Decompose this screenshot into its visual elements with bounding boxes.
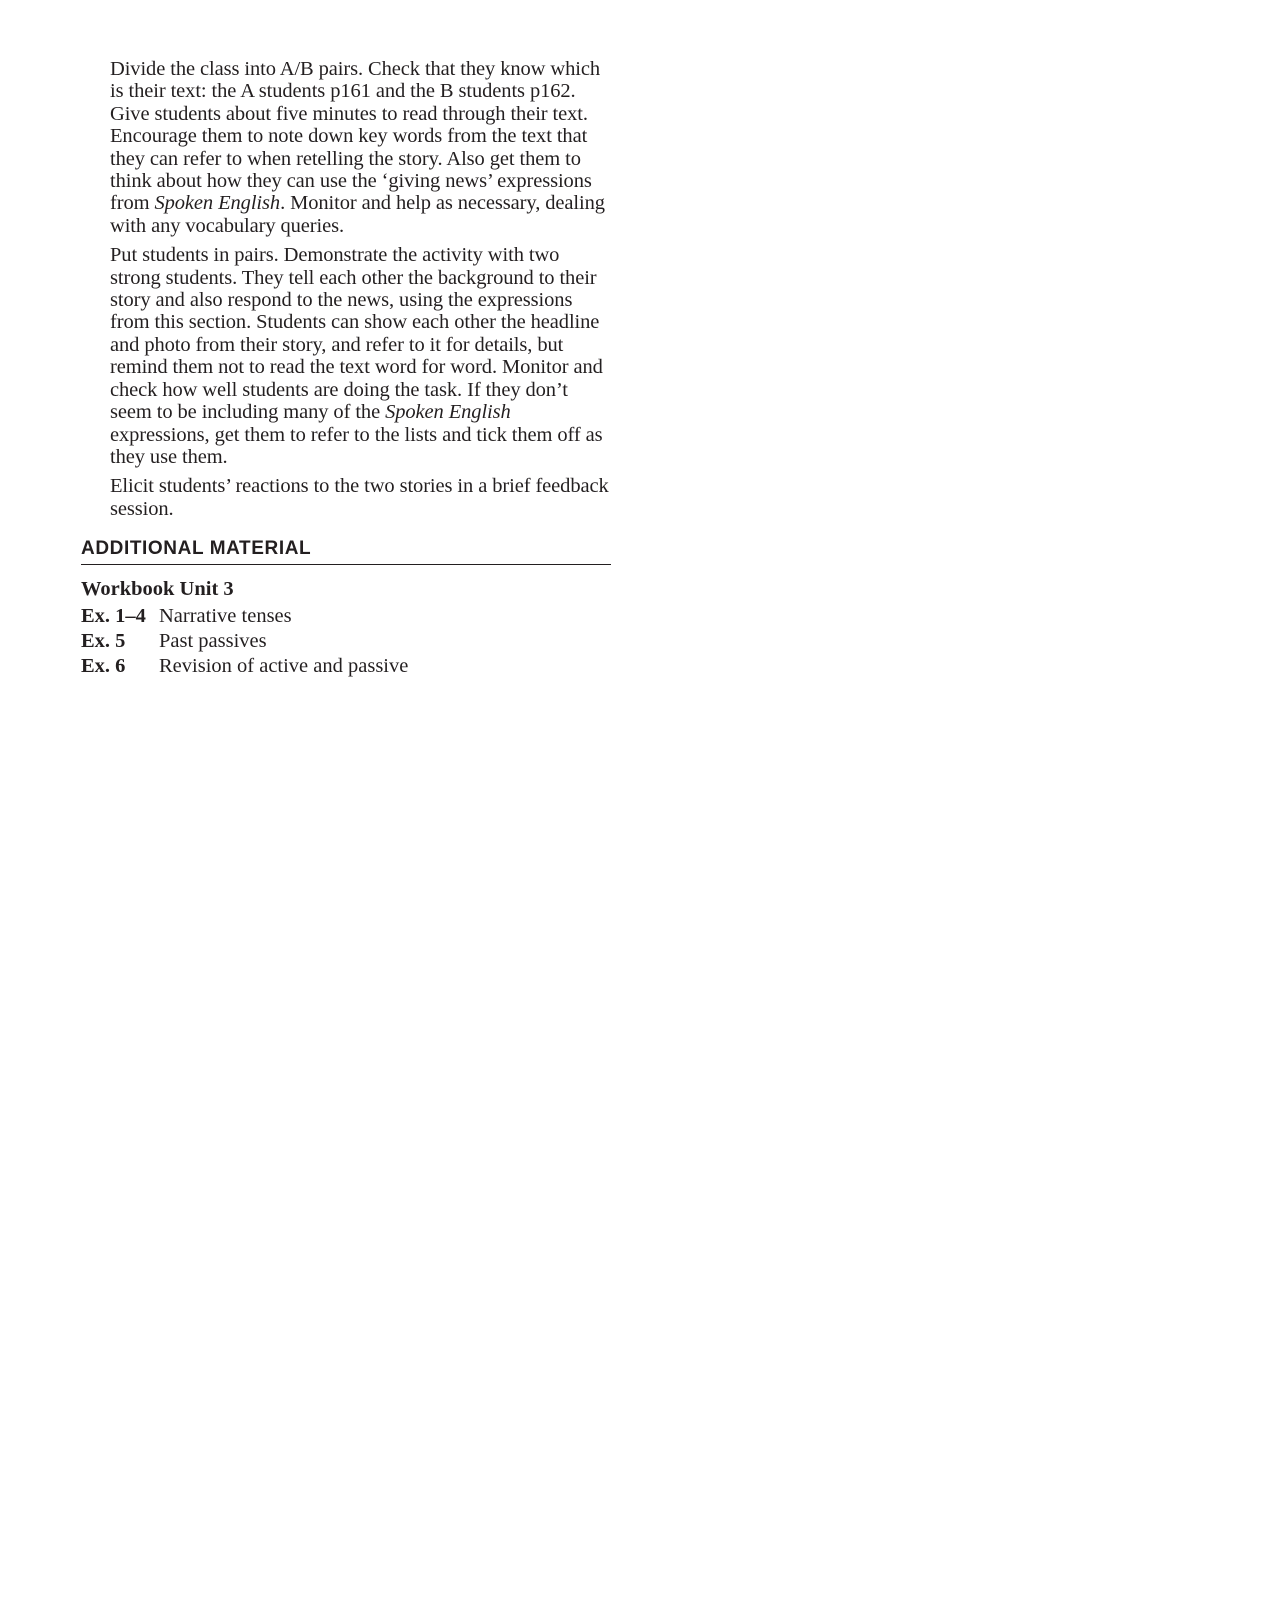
paragraph-feedback (110, 475, 611, 520)
exercise-number: Ex. 5 (81, 630, 126, 653)
page-column (81, 58, 611, 679)
exercise-number: Ex. 6 (81, 655, 126, 678)
additional-material-section (81, 538, 611, 679)
exercise-description: Narrative tenses (159, 605, 292, 628)
paragraph-text: expressions, get them to refer to the lists and tick them off as they use them. (110, 423, 603, 468)
paragraph-text: Elicit students’ reactions to the two stories in a brief feedback session. (110, 475, 609, 520)
paragraph-text: Put students in pairs. Demonstrate the activity with two strong students. They tell each other the background to their story and also respond to the news, using the expressions from this section. Students can show each other the headline and photo from their story, and refer to it for details, but remind them not to read the text word for word. Monitor and check how well students are doing the task. If they don’t seem to be including many of the (110, 244, 603, 424)
italic-term: Spoken English (385, 401, 511, 424)
exercise-row (81, 654, 611, 679)
paragraph-pairs-activity (110, 244, 611, 468)
exercise-description: Revision of active and passive (159, 655, 409, 678)
paragraph-pairs-reading (110, 58, 611, 237)
exercise-row (81, 604, 611, 629)
section-heading: ADDITIONAL MATERIAL (81, 538, 611, 565)
paragraph-text: . Monitor and help as necessary, dealing with any vocabulary queries. (110, 192, 605, 237)
italic-term: Spoken English (154, 192, 281, 215)
exercise-description: Past passives (159, 630, 267, 653)
exercise-number: Ex. 1–4 (81, 605, 146, 628)
paragraph-text: Divide the class into A/B pairs. Check that they know which is their text: the A students p161 and the B students p162. Give students about five minutes to read through their text. Encourage them to note down key words from the text that they can refer to when retelling the story. Also get them to think about how they can use the ‘giving news’ expressions from (110, 58, 601, 215)
exercise-row (81, 629, 611, 654)
workbook-title: Workbook Unit 3 (81, 578, 234, 601)
